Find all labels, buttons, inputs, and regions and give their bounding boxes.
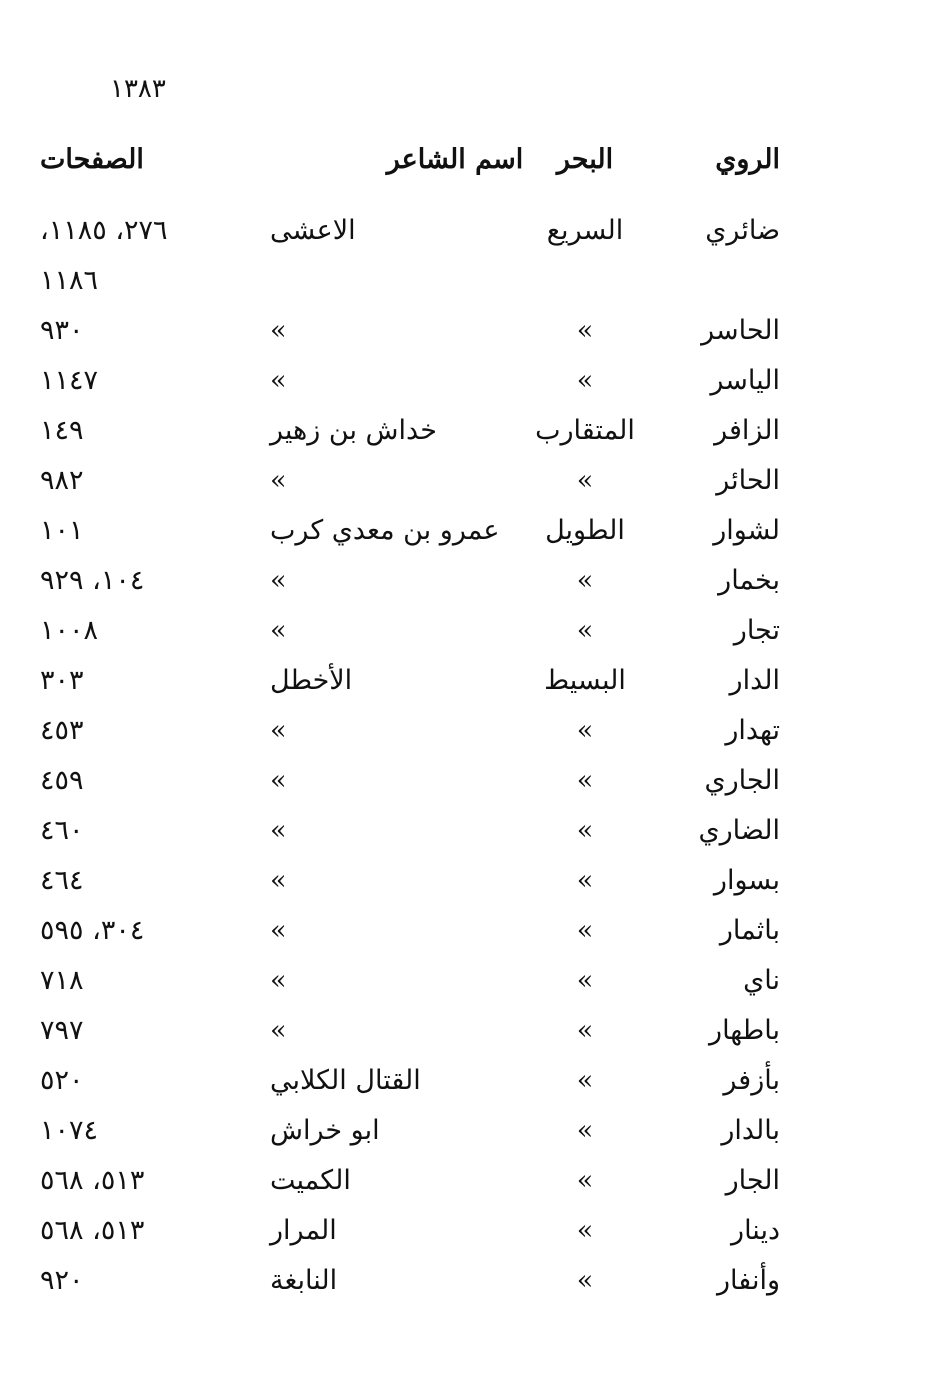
cell-rawi: ناي xyxy=(743,965,780,996)
cell-rawi: دينار xyxy=(731,1215,780,1246)
cell-rawi: وأنفار xyxy=(717,1265,780,1296)
cell-pages: ١٠١ xyxy=(40,515,84,546)
cell-poet: القتال الكلابي xyxy=(270,1065,421,1096)
cell-bahr: » xyxy=(576,1115,594,1146)
cell-poet: » xyxy=(270,715,287,746)
cell-rawi: الجاري xyxy=(704,765,780,796)
cell-pages: ٩٨٢ xyxy=(40,465,84,496)
cell-pages: ٤٦٠ xyxy=(40,815,84,846)
cell-bahr: » xyxy=(576,565,594,596)
cell-poet: ابو خراش xyxy=(270,1115,380,1146)
cell-rawi: الياسر xyxy=(710,365,780,396)
cell-bahr: المتقارب xyxy=(535,415,635,446)
cell-pages: ٥١٣، ٥٦٨ xyxy=(40,1165,145,1196)
table-row xyxy=(40,456,780,506)
cell-pages: ٧٩٧ xyxy=(40,1015,84,1046)
cell-poet: المرار xyxy=(270,1215,337,1246)
cell-poet: » xyxy=(270,315,287,346)
cell-poet: الاعشى xyxy=(270,215,356,246)
table-row xyxy=(40,1056,780,1106)
cell-rawi: بسوار xyxy=(713,865,780,896)
table-row xyxy=(40,706,780,756)
cell-poet: » xyxy=(270,565,287,596)
table-row xyxy=(40,1106,780,1156)
cell-bahr: » xyxy=(576,815,594,846)
cell-pages: ١٠٠٨ xyxy=(40,615,99,646)
cell-rawi: الضاري xyxy=(698,815,780,846)
table-header-row xyxy=(40,140,780,206)
cell-rawi: ضائري xyxy=(705,215,780,246)
table-row xyxy=(40,306,780,356)
cell-bahr: » xyxy=(576,1015,594,1046)
table-row xyxy=(40,606,780,656)
cell-rawi: بخمار xyxy=(718,565,780,596)
cell-rawi: لشوار xyxy=(713,515,780,546)
cell-pages: ٤٥٩ xyxy=(40,765,84,796)
header-poet: اسم الشاعر xyxy=(386,144,524,175)
header-bahr: البحر xyxy=(556,144,614,175)
cell-bahr: » xyxy=(576,915,594,946)
cell-bahr: » xyxy=(576,715,594,746)
cell-poet: خداش بن زهير xyxy=(270,415,437,446)
cell-bahr: » xyxy=(576,1265,594,1296)
cell-pages: ١١٨٦ xyxy=(40,265,99,296)
cell-bahr: » xyxy=(576,365,594,396)
header-pages: الصفحات xyxy=(40,144,144,175)
cell-rawi: الدار xyxy=(729,665,780,696)
cell-rawi: باثمار xyxy=(719,915,780,946)
cell-poet: الأخطل xyxy=(270,665,353,696)
cell-rawi: تجار xyxy=(733,615,780,646)
table-row xyxy=(40,1206,780,1256)
cell-bahr: » xyxy=(576,865,594,896)
cell-poet: » xyxy=(270,465,287,496)
cell-poet: » xyxy=(270,615,287,646)
cell-bahr: » xyxy=(576,1065,594,1096)
table-row xyxy=(40,506,780,556)
cell-poet: » xyxy=(270,365,287,396)
cell-rawi: بالدار xyxy=(721,1115,780,1146)
table-row xyxy=(40,1006,780,1056)
cell-rawi: بأزفر xyxy=(723,1065,780,1096)
cell-pages: ٣٠٤، ٥٩٥ xyxy=(40,915,145,946)
cell-pages: ١١٤٧ xyxy=(40,365,99,396)
cell-pages: ١٤٩ xyxy=(40,415,84,446)
table-row xyxy=(40,656,780,706)
table-row xyxy=(40,356,780,406)
table-row xyxy=(40,206,780,256)
cell-poet: عمرو بن معدي كرب xyxy=(270,515,500,546)
cell-rawi: الجار xyxy=(725,1165,780,1196)
table-row xyxy=(40,556,780,606)
table-row xyxy=(40,756,780,806)
cell-pages: ٩٢٠ xyxy=(40,1265,84,1296)
table-body xyxy=(40,206,780,1306)
cell-pages: ٧١٨ xyxy=(40,965,84,996)
cell-rawi: تهدار xyxy=(725,715,780,746)
table-row xyxy=(40,406,780,456)
cell-rawi: باطهار xyxy=(709,1015,780,1046)
table-row xyxy=(40,956,780,1006)
cell-bahr: السريع xyxy=(546,215,624,246)
table-row xyxy=(40,1256,780,1306)
cell-poet: » xyxy=(270,865,287,896)
cell-bahr: الطويل xyxy=(545,515,625,546)
cell-pages: ١٠٤، ٩٢٩ xyxy=(40,565,145,596)
table-row xyxy=(40,806,780,856)
cell-poet: » xyxy=(270,765,287,796)
cell-pages: ٩٣٠ xyxy=(40,315,84,346)
cell-bahr: » xyxy=(576,965,594,996)
table-row xyxy=(40,256,780,306)
cell-bahr: » xyxy=(576,465,594,496)
cell-pages: ٥١٣، ٥٦٨ xyxy=(40,1215,145,1246)
cell-pages: ٤٥٣ xyxy=(40,715,84,746)
table-row xyxy=(40,906,780,956)
cell-poet: » xyxy=(270,815,287,846)
page-number: ١٣٨٣ xyxy=(110,74,166,104)
cell-bahr: » xyxy=(576,315,594,346)
rhyme-index-table xyxy=(40,140,780,1306)
cell-pages: ٣٠٣ xyxy=(40,665,84,696)
cell-poet: » xyxy=(270,965,287,996)
cell-rawi: الزافر xyxy=(714,415,780,446)
cell-pages: ٥٢٠ xyxy=(40,1065,84,1096)
cell-rawi: الحائر xyxy=(716,465,780,496)
cell-pages: ٢٧٦، ١١٨٥، xyxy=(40,215,168,246)
cell-bahr: البسيط xyxy=(544,665,626,696)
cell-rawi: الحاسر xyxy=(701,315,780,346)
cell-poet: » xyxy=(270,1015,287,1046)
cell-pages: ٤٦٤ xyxy=(40,865,84,896)
cell-bahr: » xyxy=(576,1215,594,1246)
cell-bahr: » xyxy=(576,615,594,646)
cell-poet: النابغة xyxy=(270,1265,338,1296)
cell-bahr: » xyxy=(576,765,594,796)
cell-poet: الكميت xyxy=(270,1165,351,1196)
table-row xyxy=(40,1156,780,1206)
cell-pages: ١٠٧٤ xyxy=(40,1115,99,1146)
table-row xyxy=(40,856,780,906)
cell-poet: » xyxy=(270,915,287,946)
cell-bahr: » xyxy=(576,1165,594,1196)
header-rawi: الروي xyxy=(715,144,780,175)
